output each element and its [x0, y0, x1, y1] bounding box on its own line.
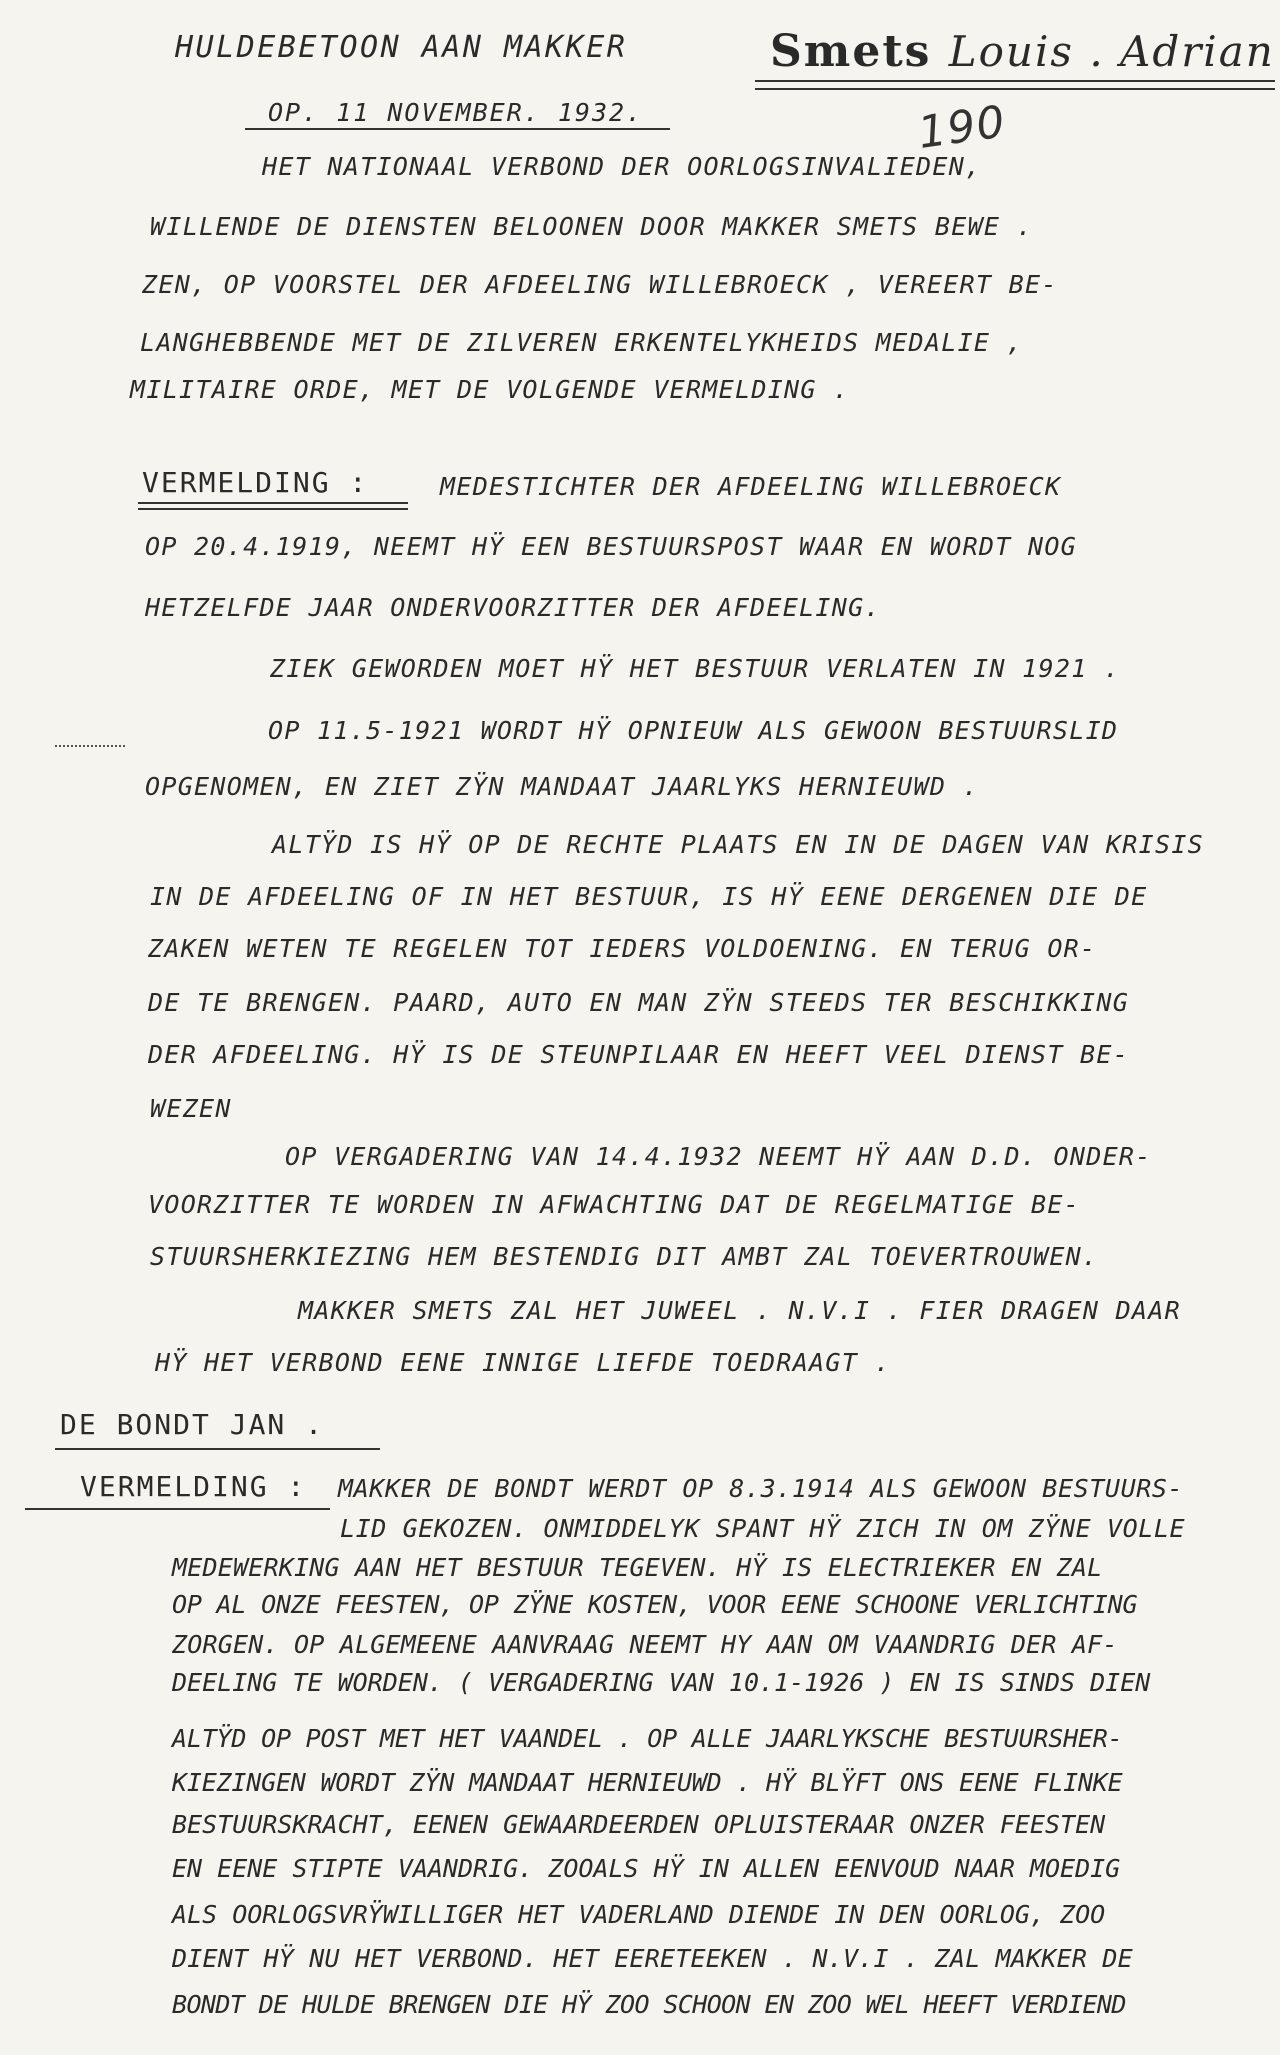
intro-line: HET NATIONAAL VERBOND DER OORLOGSINVALIEDEN,	[262, 152, 982, 181]
section1-line: HŸ HET VERBOND EENE INNIGE LIEFDE TOEDRAAGT .	[155, 1348, 891, 1377]
page-number: 190	[914, 96, 1010, 159]
section1-line: DE TE BRENGEN. PAARD, AUTO EN MAN ZŸN STEEDS TER BESCHIKKING	[148, 988, 1130, 1017]
section2-line: MEDEWERKING AAN HET BESTUUR TEGEVEN. HŸ IS ELECTRIEKER EN ZAL	[172, 1553, 1103, 1582]
section2-line: BESTUURSKRACHT, EENEN GEWAARDEERDEN OPLUISTERAAR ONZER FEESTEN	[172, 1810, 1106, 1839]
section1-line: STUURSHERKIEZING HEM BESTENDIG DIT AMBT ZAL TOEVERTROUWEN.	[150, 1242, 1099, 1271]
section1-line: OP VERGADERING VAN 14.4.1932 NEEMT HŸ AAN D.D. ONDER-	[285, 1142, 1152, 1171]
section1-line: ALTŸD IS HŸ OP DE RECHTE PLAATS EN IN DE DAGEN VAN KRISIS	[272, 830, 1205, 859]
name-underline	[755, 80, 1275, 90]
intro-line: WILLENDE DE DIENSTEN BELOONEN DOOR MAKKER SMETS BEWE .	[150, 212, 1033, 241]
section2-line: EN EENE STIPTE VAANDRIG. ZOOALS HŸ IN ALLEN EENVOUD NAAR MOEDIG	[172, 1854, 1121, 1883]
section1-line: MEDESTICHTER DER AFDEELING WILLEBROECK	[440, 472, 1062, 501]
section2-line: ALS OORLOGSVRŸWILLIGER HET VADERLAND DIENDE IN DEN OORLOG, ZOO	[172, 1900, 1106, 1929]
honoree-given-names: Louis . Adrian	[948, 27, 1275, 76]
honoree-name	[770, 26, 1275, 77]
section2-line: MAKKER DE BONDT WERDT OP 8.3.1914 ALS GEWOON BESTUURS-	[338, 1474, 1184, 1503]
section2-name-underline	[55, 1448, 380, 1450]
section1-line: MAKKER SMETS ZAL HET JUWEEL . N.V.I . FIER DRAGEN DAAR	[298, 1296, 1181, 1325]
section1-line: VOORZITTER TE WORDEN IN AFWACHTING DAT DE REGELMATIGE BE-	[148, 1190, 1081, 1219]
date-underline	[245, 128, 670, 130]
honoree-surname: Smets	[770, 26, 932, 77]
section2-line: LID GEKOZEN. ONMIDDELYK SPANT HŸ ZICH IN OM ZŸNE VOLLE	[340, 1514, 1186, 1543]
section2-heading-underline	[25, 1508, 330, 1510]
section1-heading-underline	[138, 502, 408, 510]
section1-line: WEZEN	[150, 1094, 232, 1123]
section1-line: OP 20.4.1919, NEEMT HŸ EEN BESTUURSPOST WAAR EN WORDT NOG	[145, 532, 1078, 561]
intro-line: MILITAIRE ORDE, MET DE VOLGENDE VERMELDING .	[130, 375, 850, 404]
section2-line: OP AL ONZE FEESTEN, OP ZŸNE KOSTEN, VOOR EENE SCHOONE VERLICHTING	[172, 1590, 1138, 1619]
margin-mark	[55, 745, 125, 747]
section1-line: IN DE AFDEELING OF IN HET BESTUUR, IS HŸ EENE DERGENEN DIE DE	[150, 882, 1148, 911]
section2-line: KIEZINGEN WORDT ZŸN MANDAAT HERNIEUWD . HŸ BLŸFT ONS EENE FLINKE	[172, 1768, 1123, 1797]
section1-line: DER AFDEELING. HŸ IS DE STEUNPILAAR EN HEEFT VEEL DIENST BE-	[148, 1040, 1130, 1069]
section1-line: OPGENOMEN, EN ZIET ZŸN MANDAAT JAARLYKS HERNIEUWD .	[145, 772, 979, 801]
section1-line: ZIEK GEWORDEN MOET HŸ HET BESTUUR VERLATEN IN 1921 .	[270, 654, 1121, 683]
section2-name-heading: DE BONDT JAN .	[60, 1408, 325, 1441]
intro-line: ZEN, OP VOORSTEL DER AFDEELING WILLEBROECK , VEREERT BE-	[142, 270, 1058, 299]
intro-line: LANGHEBBENDE MET DE ZILVEREN ERKENTELYKHEIDS MEDALIE ,	[140, 328, 1023, 357]
document-title: HULDEBETOON AAN MAKKER	[175, 30, 628, 65]
section2-heading: VERMELDING :	[80, 1470, 307, 1503]
section2-line: BONDT DE HULDE BRENGEN DIE HŸ ZOO SCHOON EN ZOO WEL HEEFT VERDIEND	[172, 1990, 1126, 2019]
section1-line: ZAKEN WETEN TE REGELEN TOT IEDERS VOLDOENING. EN TERUG OR-	[148, 934, 1097, 963]
section1-line: HETZELFDE JAAR ONDERVOORZITTER DER AFDEELING.	[145, 593, 881, 622]
document-date: OP. 11 NOVEMBER. 1932.	[268, 98, 644, 127]
section1-heading: VERMELDING :	[142, 466, 369, 499]
section2-line: DEELING TE WORDEN. ( VERGADERING VAN 10.1-1926 ) EN IS SINDS DIEN	[172, 1668, 1151, 1697]
section2-line: ALTŸD OP POST MET HET VAANDEL . OP ALLE JAARLYKSCHE BESTUURSHER-	[172, 1724, 1123, 1753]
section2-line: DIENT HŸ NU HET VERBOND. HET EERETEEKEN . N.V.I . ZAL MAKKER DE	[172, 1944, 1133, 1973]
section2-line: ZORGEN. OP ALGEMEENE AANVRAAG NEEMT HY AAN OM VAANDRIG DER AF-	[172, 1630, 1118, 1659]
section1-line: OP 11.5-1921 WORDT HŸ OPNIEUW ALS GEWOON BESTUURSLID	[268, 716, 1119, 745]
